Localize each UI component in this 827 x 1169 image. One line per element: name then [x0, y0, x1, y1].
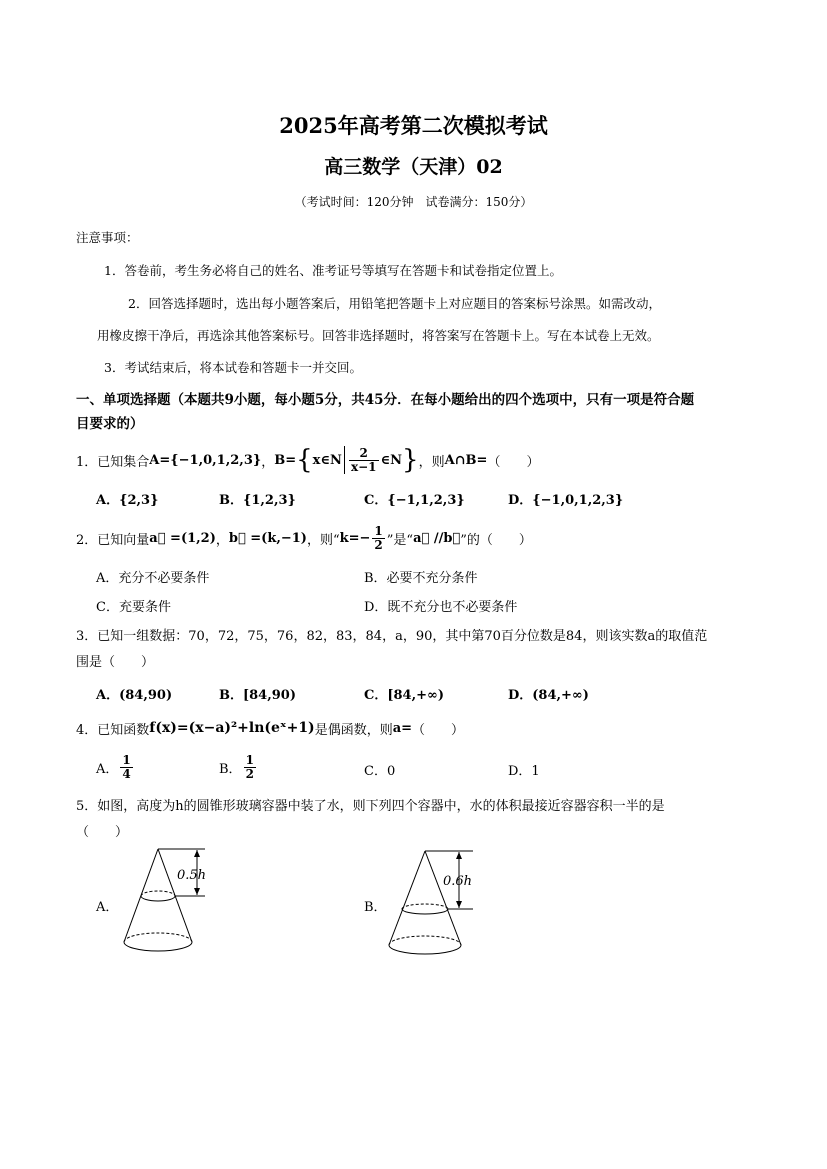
q5-option-a-cone-figure[interactable]: [115, 845, 215, 960]
q2-option-c[interactable]: C．充要条件: [96, 600, 171, 615]
q4-option-b-fraction: [244, 754, 256, 781]
section-1-line1: 一、单项选择题（本题共9小题，每小题5分，共45分．在每小题给出的四个选项中，只有一项是符合题: [76, 392, 695, 408]
q1-paren: （ ）: [487, 454, 540, 470]
q2-text-a: 已知向量: [97, 532, 150, 548]
arrow-down-icon: [194, 888, 200, 895]
q5-option-a-dimension: 0.5h: [177, 868, 207, 883]
q1-set-b-elem: x∈N: [312, 452, 342, 468]
right-brace-icon: }: [402, 445, 419, 475]
q4-option-b-label: B．: [219, 762, 242, 777]
q2-frac-den: 2: [374, 537, 383, 552]
q4-option-b-den: 2: [245, 767, 254, 781]
q4-number: 4．: [76, 722, 98, 738]
q2-text-c: ”是“: [386, 532, 414, 548]
q1-frac-den: x−1: [350, 459, 377, 474]
q1-text-a: 已知集合: [97, 454, 150, 470]
question-3-line1: [76, 625, 707, 644]
q4-text-b: 是偶函数，则: [314, 722, 393, 738]
cone-a-base-back: [124, 933, 192, 942]
q3-option-d[interactable]: D．(84,+∞): [508, 688, 589, 703]
q5-number: 5．: [76, 799, 98, 814]
q2-text-d: ”的（ ）: [460, 532, 532, 548]
q1-text-b: ，则: [418, 454, 445, 470]
q4-text-a: 已知函数: [97, 722, 150, 738]
arrow-up-icon: [194, 850, 200, 857]
cone-b-water-front: [402, 909, 448, 914]
section-1-line2: 目要求的）: [76, 416, 144, 432]
q1-set-b-prefix: B=: [274, 452, 297, 468]
q2-fraction: [372, 525, 384, 552]
question-4: [76, 716, 464, 740]
q4-option-b-num: 1: [245, 753, 254, 767]
q1-number: 1．: [76, 454, 98, 470]
q1-frac-num: 2: [349, 447, 379, 461]
cone-a-base-front: [124, 942, 192, 951]
left-brace-icon: {: [296, 445, 313, 475]
q4-option-a-label: A．: [96, 762, 119, 777]
q5-text-line1: 如图，高度为h的圆锥形玻璃容器中装了水，则下列四个容器中，水的体积最接近容器容积一半的是: [97, 799, 665, 814]
cone-b-base-back: [389, 936, 461, 945]
cone-a-water-back: [141, 891, 175, 896]
q2-option-b[interactable]: B．必要不充分条件: [364, 571, 478, 586]
q5-option-a-label[interactable]: A．: [96, 900, 119, 915]
q1-set-b-cond: ∈N: [380, 452, 403, 468]
q1-option-d[interactable]: D．{−1,0,1,2,3}: [508, 493, 624, 508]
cone-a-water-front: [141, 896, 175, 901]
q5-option-b-dimension: 0.6h: [443, 874, 473, 889]
question-5-line2: （ ）: [76, 825, 129, 840]
cone-b-water-back: [402, 904, 448, 909]
arrow-down-icon: [456, 901, 462, 908]
q2-comma: ，: [215, 532, 229, 548]
q3-text-line1: 已知一组数据：70，72，75，76，82，83，84，a，90，其中第70百分位数是84，则该实数a的取值范: [97, 629, 708, 644]
q1-option-a[interactable]: A．{2,3}: [96, 493, 159, 508]
q3-option-b[interactable]: B．[84,90): [219, 688, 296, 703]
q1-comma: ，: [261, 454, 275, 470]
q4-option-a[interactable]: [96, 754, 135, 781]
question-5-line1: [76, 795, 665, 814]
note-3: 3．考试结束后，将本试卷和答题卡一并交回。: [104, 360, 362, 375]
cone-b-base-front: [389, 945, 461, 954]
q2-number: 2．: [76, 532, 98, 548]
q2-frac-num: 1: [374, 523, 383, 538]
cone-b-right-edge: [425, 851, 461, 945]
q4-option-a-den: 4: [122, 767, 131, 781]
q3-number: 3．: [76, 629, 98, 644]
q3-option-a[interactable]: A．(84,90): [96, 688, 173, 703]
q1-set-a: A={−1,0,1,2,3}: [149, 452, 262, 468]
q2-parallel: a⃗ //b⃗: [413, 530, 461, 546]
arrow-up-icon: [456, 852, 462, 859]
q4-option-a-fraction: [120, 754, 132, 781]
note-2b: 用橡皮擦干净后，再选涂其他答案标号。回答非选择题时，将答案写在答题卡上。写在本试卷上无效。: [97, 328, 660, 343]
exam-info: （考试时间：120分钟 试卷满分：150分）: [294, 195, 533, 209]
notes-heading: 注意事项：: [76, 230, 139, 245]
q4-a-expr: a=: [392, 720, 413, 736]
q1-option-c[interactable]: C．{−1,1,2,3}: [364, 493, 465, 508]
q2-k-expr: k=−: [339, 530, 371, 546]
q5-option-b-cone-figure[interactable]: [383, 845, 483, 960]
q3-option-c[interactable]: C．[84,+∞): [364, 688, 444, 703]
exam-title: 2025年高考第二次模拟考试: [279, 113, 548, 138]
q1-fraction: [349, 447, 379, 474]
note-1: 1．答卷前，考生务必将自己的姓名、准考证号等填写在答题卡和试卷指定位置上。: [104, 263, 562, 278]
question-1: [76, 440, 539, 480]
q1-option-b[interactable]: B．{1,2,3}: [219, 493, 296, 508]
q5-option-b-label[interactable]: B．: [364, 900, 387, 915]
q2-option-d[interactable]: D．既不充分也不必要条件: [364, 600, 518, 615]
note-2a: 2．回答选择题时，选出每小题答案后，用铅笔把答题卡上对应题目的答案标号涂黑。如需改动，: [128, 296, 661, 311]
q2-option-a[interactable]: A．充分不必要条件: [96, 571, 210, 586]
q4-option-b[interactable]: [219, 754, 258, 781]
q4-function: f(x)=(x−a)²+ln(eˣ+1): [149, 720, 315, 736]
q2-vector-a: a⃗ =(1,2): [149, 530, 216, 546]
q4-option-c[interactable]: C．0: [364, 764, 396, 779]
q1-expr: A∩B=: [444, 452, 488, 468]
q4-option-a-num: 1: [122, 753, 131, 767]
cone-b-left-edge: [389, 851, 425, 945]
q2-vector-b: b⃗ =(k,−1): [228, 530, 307, 546]
q4-option-d[interactable]: D．1: [508, 764, 540, 779]
exam-subtitle: 高三数学（天津）02: [324, 156, 503, 178]
q4-paren: （ ）: [412, 722, 465, 738]
question-3-line2: 围是（ ）: [76, 655, 155, 670]
set-divider-icon: [344, 446, 345, 474]
question-2: [76, 518, 532, 558]
q2-text-b: ，则“: [306, 532, 340, 548]
